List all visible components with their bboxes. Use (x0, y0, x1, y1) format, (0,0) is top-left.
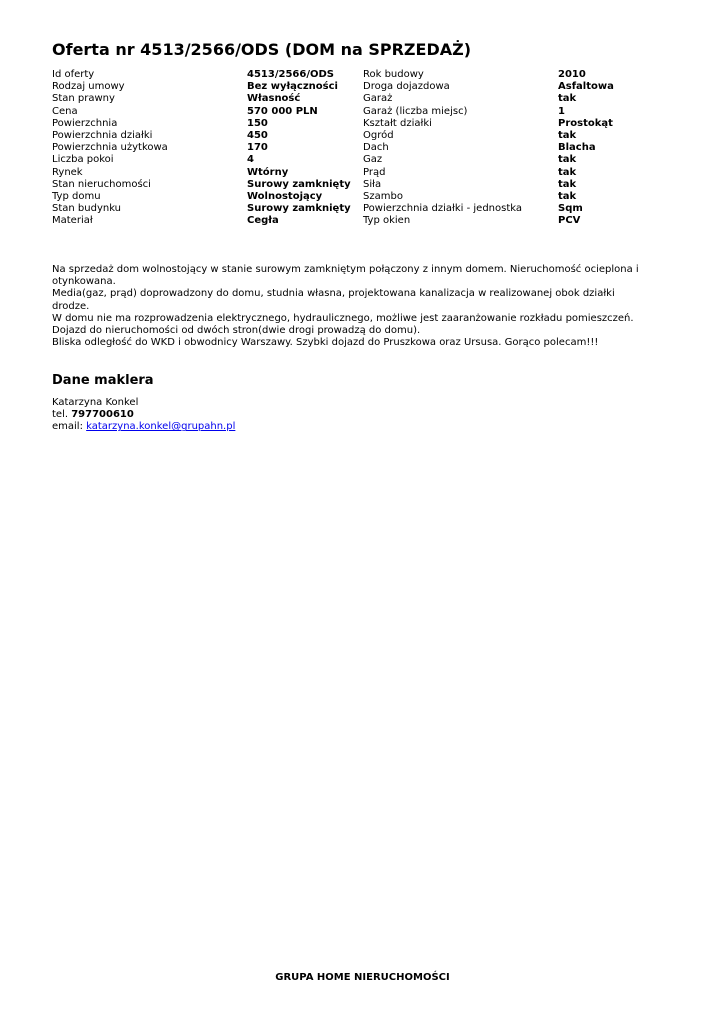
description-paragraph: Na sprzedaż dom wolnostojący w stanie surowym zamkniętym połączony z innym domem. Nieruchomość ocieplona i otynkowana. (52, 264, 639, 288)
detail-label: Dach (363, 142, 389, 154)
left-values-column (247, 69, 351, 227)
description-paragraph: Bliska odległość do WKD i obwodnicy Warszawy. Szybki dojazd do Pruszkowa oraz Ursusa. Gorąco polecam!!! (52, 337, 599, 349)
description-paragraph: Media(gaz, prąd) doprowadzony do domu, studnia własna, projektowana kanalizacja w realizowanej obok działki drodze. (52, 288, 615, 312)
detail-value: 4513/2566/ODS (247, 69, 334, 80)
detail-label: Stan prawny (52, 93, 115, 105)
detail-value: Bez wyłączności (247, 81, 338, 93)
phone-label: tel. (52, 409, 72, 421)
detail-label: Powierzchnia działki (52, 129, 153, 141)
detail-value: tak (558, 166, 577, 178)
right-values-column (558, 69, 614, 227)
detail-value: Blacha (558, 142, 596, 154)
detail-value: 450 (247, 129, 268, 141)
broker-email-line (52, 421, 235, 433)
detail-label: Ogród (363, 129, 394, 141)
detail-label: Kształt działki (363, 117, 432, 129)
detail-value: Wolnostojący (247, 190, 323, 202)
broker-phone-line (52, 409, 235, 421)
right-labels-column (363, 69, 522, 227)
detail-label: Typ okien (363, 215, 411, 227)
broker-phone: 797700610 (71, 409, 134, 421)
detail-label: Powierzchnia (52, 117, 118, 129)
detail-label: Powierzchnia użytkowa (52, 142, 168, 154)
detail-label: Cena (52, 105, 78, 117)
description-paragraph: Dojazd do nieruchomości od dwóch stron(dwie drogi prowadzą do domu). (52, 325, 421, 337)
detail-value: Surowy zamknięty (247, 203, 351, 215)
detail-label: Stan budynku (52, 203, 122, 215)
detail-value: Asfaltowa (558, 81, 614, 93)
page-title: Oferta nr 4513/2566/ODS (DOM na SPRZEDAŻ) (52, 40, 472, 59)
detail-label: Rynek (52, 166, 83, 178)
detail-value: 570 000 PLN (247, 105, 318, 117)
detail-value: 1 (558, 105, 565, 117)
broker-heading: Dane maklera (52, 373, 154, 388)
detail-label: Stan nieruchomości (52, 178, 151, 190)
detail-label: Gaz (363, 154, 383, 166)
detail-label: Prąd (363, 166, 386, 178)
detail-label: Id oferty (52, 69, 95, 80)
detail-value: 4 (247, 154, 254, 166)
detail-value: tak (558, 190, 577, 202)
detail-label: Typ domu (52, 190, 101, 202)
description-paragraph: W domu nie ma rozprowadzenia elektrycznego, hydraulicznego, możliwe jest zaaranżowanie rozkładu pomieszczeń. (52, 312, 634, 324)
detail-label: Materiał (52, 215, 93, 227)
detail-label: Garaż (liczba miejsc) (363, 105, 468, 117)
detail-value: PCV (558, 215, 581, 227)
broker-contact (52, 397, 235, 434)
detail-label: Szambo (363, 190, 403, 202)
detail-label: Garaż (363, 93, 393, 105)
footer-company-name: GRUPA HOME NIERUCHOMOŚCI (275, 972, 450, 983)
detail-value: 2010 (558, 69, 586, 80)
detail-value: tak (558, 154, 577, 166)
detail-value: 150 (247, 117, 268, 129)
detail-value: Własność (247, 93, 301, 105)
left-labels-column (52, 69, 168, 227)
detail-label: Rodzaj umowy (52, 81, 125, 93)
detail-label: Siła (363, 178, 382, 190)
detail-value: tak (558, 129, 577, 141)
detail-value: Cegła (247, 215, 279, 227)
broker-email-link[interactable]: katarzyna.konkel@grupahn.pl (86, 421, 236, 433)
offer-description (52, 264, 652, 349)
detail-label: Liczba pokoi (52, 154, 114, 166)
detail-label: Rok budowy (363, 69, 424, 80)
detail-value: Wtórny (247, 166, 289, 178)
detail-value: tak (558, 178, 577, 190)
detail-value: Surowy zamknięty (247, 178, 351, 190)
detail-label: Droga dojazdowa (363, 81, 450, 93)
email-label: email: (52, 421, 87, 433)
detail-value: tak (558, 93, 577, 105)
detail-value: Prostokąt (558, 117, 613, 129)
broker-name: Katarzyna Konkel (52, 397, 139, 408)
detail-value: 170 (247, 142, 268, 154)
detail-value: Sqm (558, 203, 583, 215)
detail-label: Powierzchnia działki - jednostka (363, 203, 523, 215)
